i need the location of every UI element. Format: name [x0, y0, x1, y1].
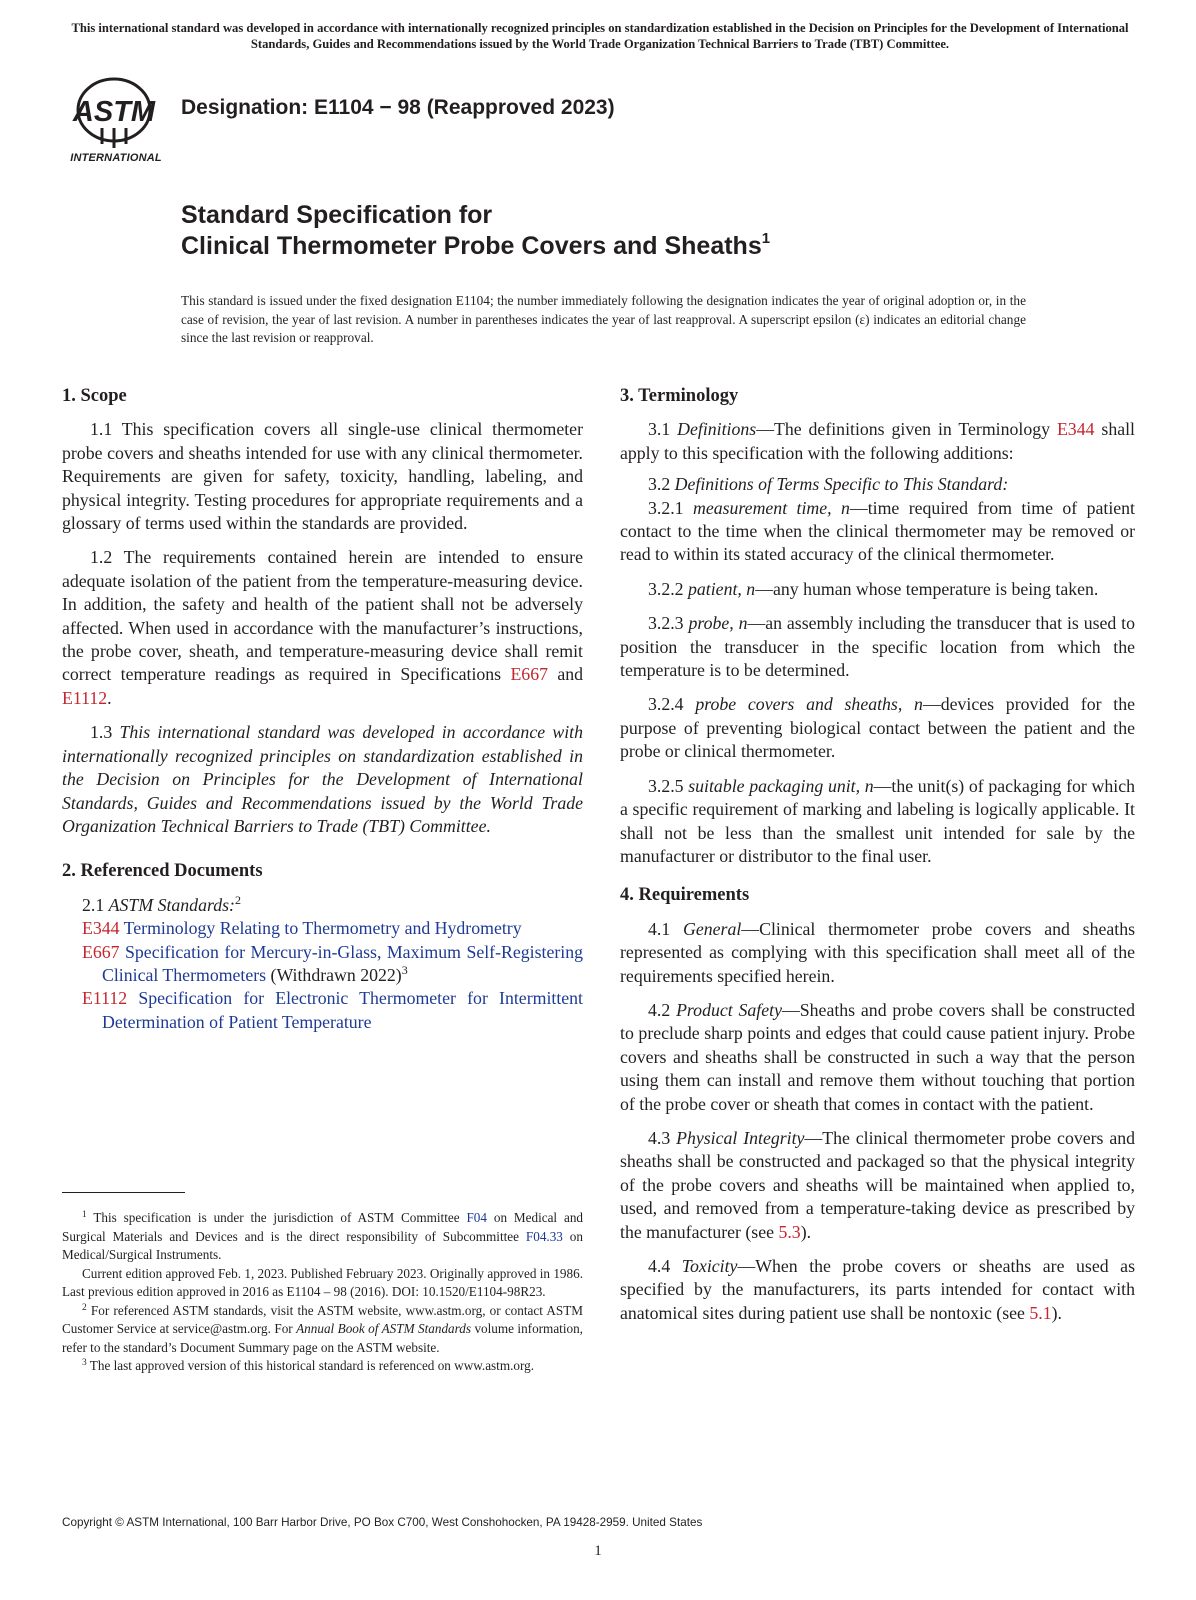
- footnote-1-text-c: on Medical/Surgical Instruments.: [62, 1228, 583, 1262]
- terminology-3-1-end: shall apply to this specification with the following additions:: [620, 419, 1135, 463]
- requirement-item: [620, 918, 1135, 988]
- footnote-rule: [62, 1192, 185, 1193]
- footnote-2: [62, 1302, 583, 1358]
- definition-num: 3.2.3: [648, 613, 689, 634]
- definition-item: [620, 578, 1135, 601]
- astm-logo-icon: [62, 72, 170, 152]
- requirement-term: Product Safety: [676, 999, 782, 1020]
- footnote-2-italic: Annual Book of ASTM Standards: [296, 1321, 472, 1336]
- reference-withdrawn: (Withdrawn 2022): [266, 964, 402, 985]
- reference-title[interactable]: Specification for Mercury-in-Glass, Maximum Self-Registering Clinical Thermometers: [102, 941, 583, 985]
- document-title: [181, 200, 770, 262]
- terminology-3-1-term: Definitions: [677, 419, 757, 440]
- scope-1-3-num: 1.3: [90, 722, 120, 743]
- requirement-item: [620, 999, 1135, 1116]
- title-footnote-mark: 1: [761, 230, 771, 247]
- scope-1-2-and: and: [547, 664, 583, 685]
- definition-text: —any human whose temperature is being taken.: [755, 578, 1099, 599]
- reference-mark: 3: [401, 962, 408, 977]
- requirement-num: 4.4: [648, 1256, 682, 1276]
- requirement-text: —Sheaths and probe covers shall be constructed to preclude sharp points and edges that could cause patient injury. Probe covers and sheaths shall be constructed in such a way that the person using them can install and remove them without touching that portion of the probe cover or sheath that comes in contact with the patient.: [620, 999, 1135, 1114]
- reference-item[interactable]: [62, 987, 583, 1034]
- requirement-text: —Clinical thermometer probe covers and sheaths represented as complying with this specification shall meet all of the requirements specified herein.: [620, 918, 1136, 986]
- definition-num: 3.2.1: [648, 497, 693, 518]
- footnotes: [62, 1209, 583, 1376]
- astm-logo: [62, 72, 170, 168]
- reference-code[interactable]: E667: [82, 941, 120, 962]
- scope-1-1: 1.1 This specification covers all single-use clinical thermometer probe covers and sheaths intended for use with any clinical thermometer. Requirements are given for safety, toxicity, handling, labeling, and physical integrity. Testing procedures for appropriate requirements and a glossary of terms used within the standards are provided.: [62, 419, 583, 534]
- requirement-item: [620, 1127, 1135, 1244]
- requirement-term: Toxicity: [681, 1256, 738, 1276]
- requirement-end: ).: [1051, 1302, 1062, 1323]
- requirement-end: ).: [800, 1221, 812, 1242]
- definition-term: patient, n: [688, 578, 756, 599]
- terminology-3-2: [620, 473, 1135, 496]
- footnote-1-mark: 1: [82, 1210, 87, 1220]
- terminology-3-1-text: —The definitions given in Terminology: [756, 419, 1057, 440]
- scope-1-2-end: .: [107, 687, 112, 708]
- scope-1-3-text: This international standard was developed in accordance with internationally recognized principles on standardization established in the Decision on Principles for the Development of International Standards, Guides and Recommendations issued by the World Trade Organization Technical Barriers to Trade (TBT) Committee.: [62, 722, 584, 836]
- scope-heading: 1. Scope: [62, 386, 127, 406]
- logo-caption: INTERNATIONAL: [70, 152, 162, 164]
- terminology-3-1-num: 3.1: [648, 419, 678, 440]
- footnote-3: [62, 1357, 583, 1376]
- referenced-heading: 2. Referenced Documents: [62, 861, 263, 882]
- copyright: Copyright © ASTM International, 100 Barr Harbor Drive, PO Box C700, West Conshohocken, PA 19428-2959. United States: [62, 1516, 703, 1529]
- scope-1-2: [62, 546, 583, 710]
- link-5-1[interactable]: 5.1: [1029, 1302, 1052, 1323]
- right-column: [620, 385, 1135, 1325]
- designation: Designation: E1104 − 98 (Reapproved 2023): [181, 96, 615, 119]
- requirement-item: [620, 1255, 1135, 1325]
- definition-text: —devices provided for the purpose of preventing biological contact between the patient and the probe or clinical thermometer.: [620, 694, 1135, 762]
- scope-1-3: [62, 721, 583, 838]
- footnote-1: [62, 1209, 583, 1265]
- definition-item: [620, 693, 1135, 763]
- link-5-3[interactable]: 5.3: [778, 1221, 801, 1242]
- requirement-num: 4.2: [648, 999, 677, 1020]
- definition-num: 3.2.2: [648, 578, 689, 599]
- definition-text: —time required from time of patient contact to the time when the clinical thermometer may be removed or read to within its stated accuracy of the clinical thermometer.: [620, 497, 1135, 565]
- top-notice: This international standard was developed in accordance with internationally recognized principles on standardization established in the Decision on Principles for the Development of International Standards, Guides and Recommendations issued by the World Trade Organization Technical Barriers to Trade (TBT) Committee.: [71, 21, 1129, 51]
- reference-item[interactable]: [62, 917, 583, 940]
- title-line-1: Standard Specification for: [181, 201, 493, 229]
- definition-item: [620, 497, 1135, 567]
- referenced-2-1: [62, 894, 583, 917]
- requirement-num: 4.3: [648, 1127, 677, 1148]
- requirement-num: 4.1: [648, 918, 684, 939]
- definition-item: [620, 612, 1135, 682]
- referenced-2-1-num: 2.1: [82, 894, 109, 915]
- footnote-1-text-b: on Medical and Surgical Materials and Devices and is the direct responsibility of Subcommittee: [62, 1210, 584, 1244]
- referenced-2-1-text: ASTM Standards:: [108, 894, 235, 915]
- definition-item: [620, 775, 1135, 869]
- footnote-2-mark: 2: [82, 1302, 87, 1313]
- footnote-2-text-a: For referenced ASTM standards, visit the ASTM website, www.astm.org, or contact ASTM Customer Service at service@astm.org. For: [62, 1302, 583, 1336]
- link-f04-33[interactable]: F04.33: [525, 1228, 563, 1244]
- page-number: 1: [594, 1543, 602, 1559]
- terminology-3-1: [620, 418, 1135, 465]
- link-e344[interactable]: E344: [1056, 419, 1095, 440]
- reference-code[interactable]: E344: [82, 918, 120, 939]
- definition-num: 3.2.4: [648, 694, 696, 715]
- footnote-3-text: The last approved version of this historical standard is referenced on www.astm.org.: [86, 1358, 535, 1373]
- reference-title[interactable]: Terminology Relating to Thermometry and Hydrometry: [123, 918, 522, 939]
- reference-item[interactable]: [62, 941, 583, 988]
- link-e1112[interactable]: E1112: [62, 687, 108, 708]
- terminology-3-2-term: Definitions of Terms Specific to This Standard:: [674, 474, 1009, 495]
- definition-term: probe, n: [688, 613, 748, 634]
- requirements-heading: 4. Requirements: [620, 885, 750, 906]
- scope-1-2-text: 1.2 The requirements contained herein are intended to ensure adequate isolation of the patient from the temperature-measuring device. In addition, the safety and health of the patient shall not be adversely affected. When used in accordance with the manufacturer’s instructions, the probe cover, sheath, and temperature-measuring device shall remit correct temperature readings as required in Specifications: [62, 547, 583, 685]
- requirement-text: —When the probe covers or sheaths are used as specified by the manufacturers, its parts intended for contact with anatomical sites during patient use shall be nontoxic (see: [620, 1256, 1135, 1323]
- title-line-2: [181, 231, 770, 262]
- reference-code[interactable]: E1112: [82, 988, 128, 1009]
- link-e667[interactable]: E667: [510, 664, 548, 685]
- left-column: [62, 385, 583, 1034]
- definition-term: measurement time, n: [692, 497, 850, 518]
- terminology-3-2-num: 3.2: [648, 474, 675, 495]
- title-line-2-text: Clinical Thermometer Probe Covers and Sheaths: [181, 232, 762, 260]
- reference-title[interactable]: Specification for Electronic Thermometer for Intermittent Determination of Patient Temperature: [102, 988, 583, 1032]
- definition-num: 3.2.5: [648, 775, 689, 796]
- issued-note: This standard is issued under the fixed designation E1104; the number immediately following the designation indicates the year of original adoption or, in the case of revision, the year of last revision. A number in parentheses indicates the year of last reapproval. A superscript epsilon (ε) indicates an editorial change since the last revision or reapproval.: [181, 293, 1026, 345]
- definition-text: —the unit(s) of packaging for which a specific requirement of marking and labeling is logically applicable. It shall not be less than the smallest unit intended for sale by the manufacturer or distributor to the final user.: [620, 775, 1135, 866]
- requirement-term: Physical Integrity: [676, 1127, 805, 1148]
- terminology-heading: 3. Terminology: [620, 386, 739, 406]
- requirement-term: General: [683, 918, 742, 939]
- footnote-1-text-a: This specification is under the jurisdiction of ASTM Committee: [86, 1210, 467, 1225]
- footnote-3-mark: 3: [82, 1358, 87, 1368]
- definition-term: suitable packaging unit, n: [688, 775, 874, 796]
- referenced-2-1-mark: 2: [234, 892, 241, 907]
- footnote-1-edition: Current edition approved Feb. 1, 2023. Published February 2023. Originally approved in 1986. Last previous edition approved in 2016 as E1104 – 98 (2016). DOI: 10.1520/E1104-98R23.: [62, 1265, 583, 1299]
- link-f04[interactable]: F04: [466, 1210, 487, 1225]
- footnote-2-text-b: volume information, refer to the standard’s Document Summary page on the ASTM website.: [62, 1321, 583, 1355]
- definition-term: probe covers and sheaths, n: [695, 694, 923, 715]
- requirement-text: —The clinical thermometer probe covers and sheaths shall be constructed and packaged so that the physical integrity of the probe covers and sheaths will be maintained when applied to, used, and removed from a temperature-taking device as prescribed by the manufacturer (see: [620, 1127, 1136, 1242]
- definition-text: —an assembly including the transducer that is used to position the transducer in the specific location from which the temperature is to be determined.: [620, 613, 1135, 681]
- logo-letters: ASTM: [72, 96, 156, 128]
